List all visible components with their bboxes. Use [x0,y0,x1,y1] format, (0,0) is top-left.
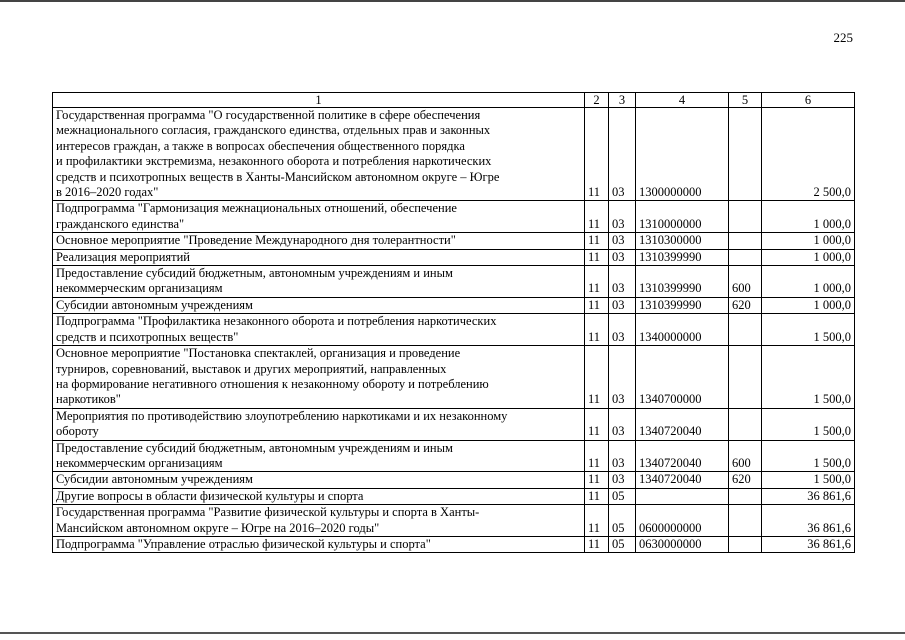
row-name-cell: Реализация мероприятий [53,249,585,265]
row-subsection-cell: 03 [609,346,636,409]
header-cell-5: 5 [729,93,762,108]
row-subsection-cell: 03 [609,108,636,201]
table-row [53,314,855,346]
row-target-article-cell: 1340720040 [636,472,729,488]
row-expense-type-cell: 600 [729,266,762,298]
row-name-cell: Субсидии автономным учреждениям [53,297,585,313]
row-subsection-cell: 05 [609,488,636,504]
row-amount-cell: 2 500,0 [762,108,855,201]
row-amount-cell: 1 000,0 [762,201,855,233]
row-subsection-cell: 03 [609,249,636,265]
bottom-scan-edge [0,632,905,634]
row-section-cell: 11 [585,108,609,201]
row-amount-cell: 1 500,0 [762,314,855,346]
row-subsection-cell: 05 [609,505,636,537]
row-target-article-cell: 1340720040 [636,440,729,472]
row-name-cell: Основное мероприятие "Постановка спектаклей, организация и проведение турниров, соревнований, выставок и других мероприятий, направленных на формирование негативного отношения к незаконному обороту и потреблению наркотиков" [53,346,585,409]
header-row [53,93,855,108]
row-target-article-cell: 1340720040 [636,408,729,440]
row-expense-type-cell [729,408,762,440]
row-expense-type-cell [729,108,762,201]
table-body [53,108,855,553]
row-target-article-cell: 1340000000 [636,314,729,346]
table-row [53,297,855,313]
row-name-cell: Государственная программа "Развитие физической культуры и спорта в Ханты- Мансийском автономном округе – Югре на 2016–2020 годы" [53,505,585,537]
row-expense-type-cell: 620 [729,472,762,488]
row-section-cell: 11 [585,266,609,298]
row-target-article-cell: 1340700000 [636,346,729,409]
row-section-cell: 11 [585,201,609,233]
row-expense-type-cell [729,233,762,249]
row-section-cell: 11 [585,408,609,440]
row-amount-cell: 1 500,0 [762,472,855,488]
row-section-cell: 11 [585,440,609,472]
row-section-cell: 11 [585,297,609,313]
table-row [53,346,855,409]
row-expense-type-cell [729,346,762,409]
row-section-cell: 11 [585,505,609,537]
row-subsection-cell: 03 [609,440,636,472]
row-name-cell: Основное мероприятие "Проведение Международного дня толерантности" [53,233,585,249]
row-expense-type-cell [729,536,762,552]
row-target-article-cell: 1310399990 [636,249,729,265]
row-section-cell: 11 [585,233,609,249]
row-subsection-cell: 03 [609,297,636,313]
row-target-article-cell: 1300000000 [636,108,729,201]
header-cell-3: 3 [609,93,636,108]
row-amount-cell: 36 861,6 [762,505,855,537]
row-name-cell: Мероприятия по противодействию злоупотреблению наркотиками и их незаконному обороту [53,408,585,440]
row-expense-type-cell [729,488,762,504]
table-row [53,440,855,472]
row-amount-cell: 1 500,0 [762,346,855,409]
page-number: 225 [833,30,853,45]
row-name-cell: Подпрограмма "Профилактика незаконного оборота и потребления наркотических средств и психотропных веществ" [53,314,585,346]
row-subsection-cell: 03 [609,314,636,346]
table-row [53,108,855,201]
row-section-cell: 11 [585,488,609,504]
row-target-article-cell: 1310300000 [636,233,729,249]
row-amount-cell: 36 861,6 [762,536,855,552]
row-amount-cell: 1 000,0 [762,233,855,249]
table-row [53,488,855,504]
table-row [53,536,855,552]
row-subsection-cell: 03 [609,408,636,440]
header-cell-1: 1 [53,93,585,108]
row-amount-cell: 1 000,0 [762,297,855,313]
row-expense-type-cell [729,505,762,537]
table-row [53,201,855,233]
row-name-cell: Другие вопросы в области физической культуры и спорта [53,488,585,504]
row-section-cell: 11 [585,536,609,552]
row-subsection-cell: 03 [609,201,636,233]
row-subsection-cell: 03 [609,472,636,488]
row-name-cell: Государственная программа "О государственной политике в сфере обеспечения межнационального согласия, гражданского единства, отдельных прав и законных интересов граждан, а также в вопросах обеспечения общественного порядка и профилактики экстремизма, незаконного оборота и потребления наркотических средств и психотропных веществ в Ханты-Мансийском автономном округе – Югре в 2016–2020 годах" [53,108,585,201]
row-target-article-cell: 0600000000 [636,505,729,537]
header-cell-6: 6 [762,93,855,108]
table-row [53,249,855,265]
row-target-article-cell: 1310399990 [636,266,729,298]
row-expense-type-cell: 600 [729,440,762,472]
row-section-cell: 11 [585,314,609,346]
row-amount-cell: 36 861,6 [762,488,855,504]
row-name-cell: Подпрограмма "Гармонизация межнациональных отношений, обеспечение гражданского единства" [53,201,585,233]
table-row [53,408,855,440]
row-section-cell: 11 [585,346,609,409]
row-name-cell: Предоставление субсидий бюджетным, автономным учреждениям и иным некоммерческим организациям [53,266,585,298]
row-section-cell: 11 [585,472,609,488]
row-name-cell: Подпрограмма "Управление отраслью физической культуры и спорта" [53,536,585,552]
row-subsection-cell: 05 [609,536,636,552]
table-row [53,233,855,249]
header-cell-4: 4 [636,93,729,108]
row-amount-cell: 1 000,0 [762,266,855,298]
table-row [53,472,855,488]
row-target-article-cell: 0630000000 [636,536,729,552]
row-expense-type-cell [729,201,762,233]
row-name-cell: Субсидии автономным учреждениям [53,472,585,488]
row-subsection-cell: 03 [609,266,636,298]
table-row [53,505,855,537]
row-expense-type-cell [729,249,762,265]
row-section-cell: 11 [585,249,609,265]
row-target-article-cell: 1310399990 [636,297,729,313]
top-scan-edge [0,0,905,2]
budget-table [52,92,855,553]
row-target-article-cell: 1310000000 [636,201,729,233]
row-expense-type-cell [729,314,762,346]
row-target-article-cell [636,488,729,504]
table-row [53,266,855,298]
row-expense-type-cell: 620 [729,297,762,313]
row-amount-cell: 1 500,0 [762,440,855,472]
row-subsection-cell: 03 [609,233,636,249]
row-name-cell: Предоставление субсидий бюджетным, автономным учреждениям и иным некоммерческим организациям [53,440,585,472]
header-cell-2: 2 [585,93,609,108]
row-amount-cell: 1 500,0 [762,408,855,440]
row-amount-cell: 1 000,0 [762,249,855,265]
